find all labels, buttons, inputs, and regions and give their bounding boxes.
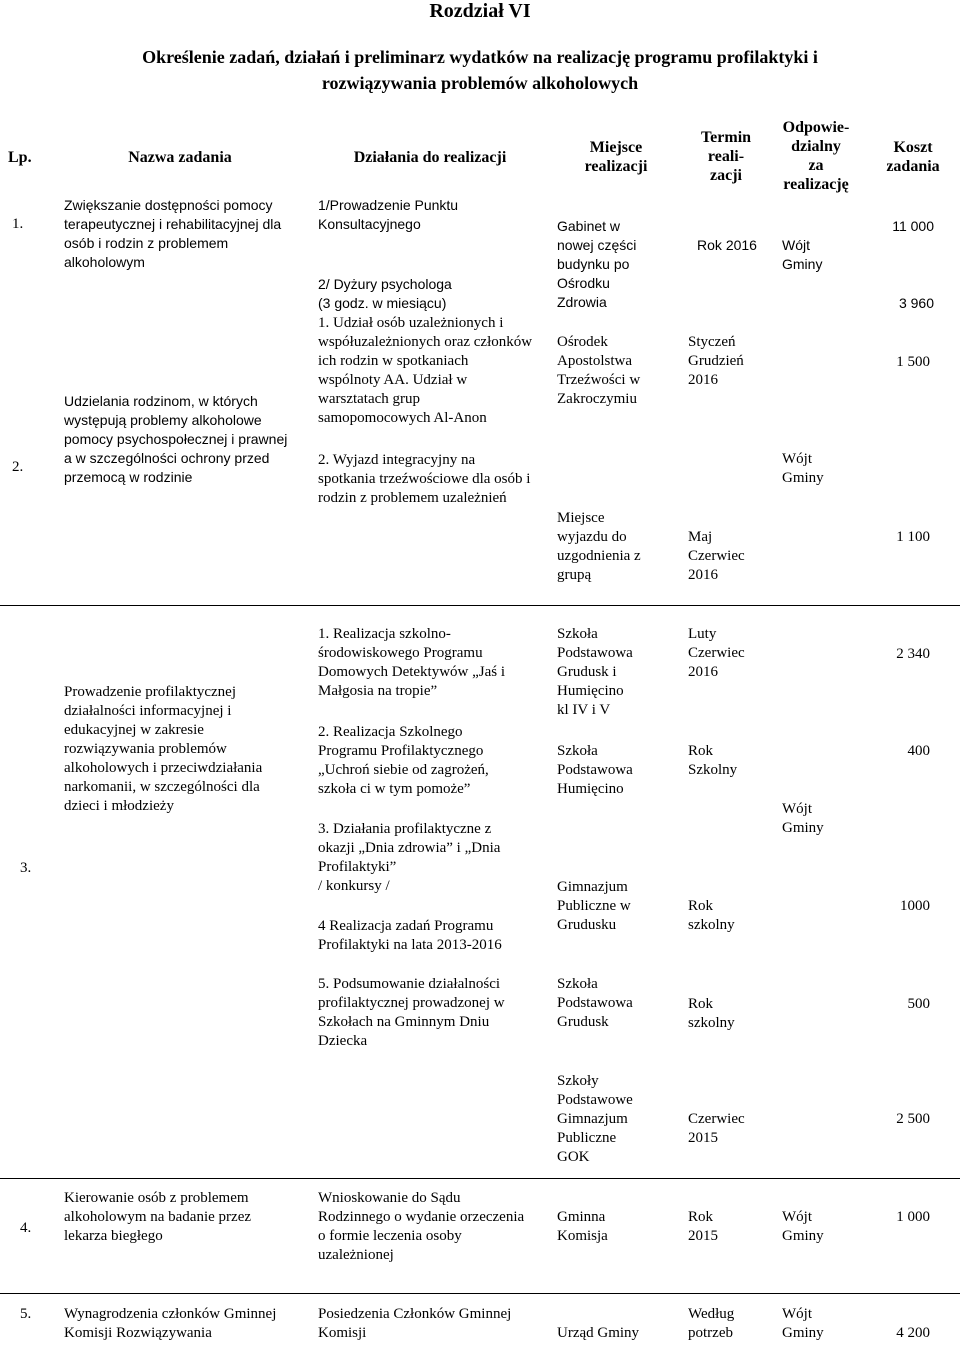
row1-miejsce: Gabinet w nowej części budynku po Ośrodku Zdrowia xyxy=(557,218,637,310)
header-termin: Termin reali- zacji xyxy=(700,129,752,184)
row3-dzialanie-5: 5. Podsumowanie działalności profilaktycznej prowadzonej w Szkołach na Gminnym Dniu Dziecka xyxy=(318,976,505,1049)
row5-koszt: 4 200 xyxy=(896,1325,930,1341)
row3-termin-1: Luty Czerwiec 2016 xyxy=(688,626,745,680)
row4-miejsce: Gminna Komisja xyxy=(557,1209,608,1244)
row2-koszt-1: 1 500 xyxy=(896,354,930,370)
row1-dzialanie-2: 2/ Dyżury psychologa (3 godz. w miesiącu) xyxy=(318,276,452,311)
row2-dzialanie-1: 1. Udział osób uzależnionych i współuzależnionych oraz członków ich rodzin w spotkaniach wspólnoty AA. Udział w warsztatach grup samopomocowych Al-Anon xyxy=(318,315,533,426)
row4-termin: Rok 2015 xyxy=(688,1209,718,1244)
row3-miejsce-1: Szkoła Podstawowa Grudusk i Humięcino kl IV i V xyxy=(557,626,633,718)
row3-miejsce-5: Szkoły Podstawowe Gimnazjum Publiczne GOK xyxy=(557,1073,633,1165)
row-divider xyxy=(0,1178,960,1179)
row3-koszt-4: 500 xyxy=(907,996,930,1012)
document-title-line-2: rozwiązywania problemów alkoholowych xyxy=(321,73,639,93)
row2-termin-2: Maj Czerwiec 2016 xyxy=(688,529,745,583)
row4-koszt: 1 000 xyxy=(896,1209,930,1225)
chapter-title: Rozdział VI xyxy=(429,0,531,22)
row3-koszt-3: 1000 xyxy=(900,898,930,914)
row3-dzialanie-3: 3. Działania profilaktyczne z okazji „Dnia zdrowia” i „Dnia Profilaktyki” / konkursy / xyxy=(318,821,501,894)
row3-koszt-1: 2 340 xyxy=(896,646,930,662)
row3-koszt-5: 2 500 xyxy=(896,1111,930,1127)
row-divider xyxy=(0,1293,960,1294)
header-odpowiedzialny: Odpowie- dzialny za realizację xyxy=(782,119,850,193)
row1-nazwa: Zwiększanie dostępności pomocy terapeutycznej i rehabilitacyjnej dla osób i rodzin z problemem alkoholowym xyxy=(64,197,282,270)
row2-odpowiedzialny: Wójt Gminy xyxy=(782,451,824,486)
row5-dzialanie: Posiedzenia Członków Gminnej Komisji xyxy=(318,1306,512,1341)
row4-dzialanie: Wnioskowanie do Sądu Rodzinnego o wydanie orzeczenia o formie leczenia osoby uzależnionej xyxy=(318,1190,525,1263)
row2-dzialanie-2: 2. Wyjazd integracyjny na spotkania trzeźwościowe dla osób i rodzin z problemem uzależnień xyxy=(318,452,531,506)
row3-lp: 3. xyxy=(20,860,32,876)
row1-koszt-1: 11 000 xyxy=(892,218,934,234)
header-koszt: Koszt zadania xyxy=(886,139,940,175)
header-nazwa-zadania: Nazwa zadania xyxy=(128,149,232,166)
row1-termin: Rok 2016 xyxy=(697,237,757,253)
row3-dzialanie-1: 1. Realizacja szkolno- środowiskowego Programu Domowych Detektywów „Jaś i Małgosia na tropie” xyxy=(318,626,506,699)
row5-termin: Według potrzeb xyxy=(688,1306,735,1341)
row1-odpowiedzialny: Wójt Gminy xyxy=(782,237,823,272)
row2-lp: 2. xyxy=(12,459,24,475)
row5-nazwa: Wynagrodzenia członków Gminnej Komisji Rozwiązywania xyxy=(64,1306,277,1341)
document-title-line-1: Określenie zadań, działań i preliminarz wydatków na realizację programu profilaktyki i xyxy=(142,47,818,67)
row1-dzialanie-1: 1/Prowadzenie Punktu Konsultacyjnego xyxy=(318,197,459,232)
row2-miejsce-1: Ośrodek Apostolstwa Trzeźwości w Zakroczymiu xyxy=(557,334,641,407)
header-lp: Lp. xyxy=(8,149,32,166)
row3-koszt-2: 400 xyxy=(907,743,930,759)
row4-odpowiedzialny: Wójt Gminy xyxy=(782,1209,824,1244)
row3-termin-3: Rok szkolny xyxy=(688,898,735,933)
row5-miejsce: Urząd Gminy xyxy=(557,1325,640,1341)
row2-koszt-2: 1 100 xyxy=(896,529,930,545)
row-divider xyxy=(0,605,960,606)
row2-termin-1: Styczeń Grudzień 2016 xyxy=(688,334,744,388)
header-miejsce: Miejsce realizacji xyxy=(584,139,648,175)
header-dzialania: Działania do realizacji xyxy=(353,149,507,166)
row3-nazwa: Prowadzenie profilaktycznej działalności informacyjnej i edukacyjnej w zakresie rozwiązywania problemów alkoholowych i przeciwdziałania narkomanii, w szczególności dla dzieci i młodzieży xyxy=(64,684,263,814)
row3-dzialanie-4: 4 Realizacja zadań Programu Profilaktyki na lata 2013-2016 xyxy=(318,918,502,953)
row5-odpowiedzialny: Wójt Gminy xyxy=(782,1306,824,1341)
row4-lp: 4. xyxy=(20,1220,32,1236)
row4-nazwa: Kierowanie osób z problemem alkoholowym na badanie przez lekarza biegłego xyxy=(64,1190,252,1244)
row3-miejsce-3: Gimnazjum Publiczne w Grudusku xyxy=(557,879,631,933)
row1-lp: 1. xyxy=(12,216,24,232)
row3-termin-4: Rok szkolny xyxy=(688,996,735,1031)
row1-koszt-2: 3 960 xyxy=(898,295,934,311)
row3-dzialanie-2: 2. Realizacja Szkolnego Programu Profilaktycznego „Uchroń siebie od zagrożeń, szkoła ci w tym pomoże” xyxy=(318,724,489,797)
row2-nazwa: Udzielania rodzinom, w których występują problemy alkoholowe pomocy psychospołecznej i prawnej a w szczególności ochrony przed przemocą w rodzinie xyxy=(64,393,288,485)
row2-miejsce-2: Miejsce wyjazdu do uzgodnienia z grupą xyxy=(557,510,641,583)
row3-termin-5: Czerwiec 2015 xyxy=(688,1111,745,1146)
row5-lp: 5. xyxy=(20,1306,32,1322)
row3-miejsce-4: Szkoła Podstawowa Grudusk xyxy=(557,976,633,1030)
row3-termin-2: Rok Szkolny xyxy=(688,743,738,778)
row3-odpowiedzialny: Wójt Gminy xyxy=(782,801,824,836)
row3-miejsce-2: Szkoła Podstawowa Humięcino xyxy=(557,743,633,797)
